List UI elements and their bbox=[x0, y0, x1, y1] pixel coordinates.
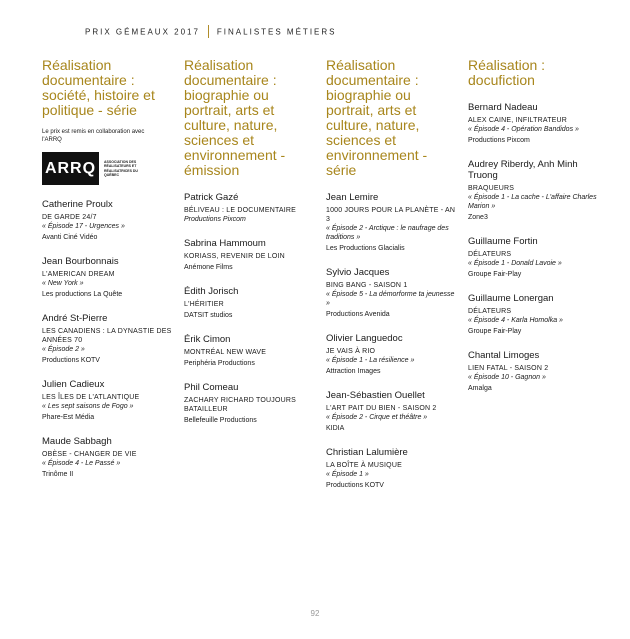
finalist-entry bbox=[468, 293, 598, 336]
header-left: PRIX GÉMEAUX 2017 bbox=[85, 27, 200, 37]
finalist-entry bbox=[42, 256, 172, 299]
finalist-name: Bernard Nadeau bbox=[468, 102, 538, 113]
production-company: Productions KOTV bbox=[326, 482, 384, 489]
show-title: ZACHARY RICHARD TOUJOURS BATAILLEUR bbox=[184, 397, 297, 413]
category-title: Réalisation : docufiction bbox=[468, 57, 546, 88]
episode: « Épisode 5 - La démorforme ta jeunesse » bbox=[326, 291, 455, 307]
finalist-name: Érik Cimon bbox=[184, 334, 231, 345]
episode: « Épisode 4 - Karla Homolka » bbox=[468, 317, 563, 324]
column-1 bbox=[42, 58, 172, 479]
finalist-name: Jean-Sébastien Ouellet bbox=[326, 390, 425, 401]
production-company: Productions Pixcom bbox=[184, 216, 246, 223]
finalist-entry bbox=[326, 267, 456, 319]
show-title: 1000 JOURS POUR LA PLANÈTE - AN 3 bbox=[326, 207, 456, 223]
finalist-entry bbox=[326, 390, 456, 433]
finalist-entry bbox=[468, 102, 598, 145]
finalist-entry bbox=[468, 159, 598, 222]
show-title: LES ÎLES DE L'ATLANTIQUE bbox=[42, 394, 140, 401]
production-company: KIDIA bbox=[326, 425, 345, 432]
finalist-entry bbox=[184, 238, 314, 272]
column-4 bbox=[468, 58, 598, 393]
show-title: LES CANADIENS : LA DYNASTIE DES ANNÉES 70 bbox=[42, 328, 172, 344]
show-title: L'ART PAIT DU BIEN - SAISON 2 bbox=[326, 405, 437, 412]
finalist-name: Guillaume Lonergan bbox=[468, 293, 554, 304]
production-company: Zone3 bbox=[468, 214, 488, 221]
header-right: FINALISTES MÉTIERS bbox=[216, 27, 337, 37]
finalist-entry bbox=[326, 192, 456, 253]
production-company: Periphéria Productions bbox=[184, 360, 255, 367]
logo-text: ASSOCIATION DES RÉALISATEURS ET RÉALISATRICES DU QUÉBEC bbox=[104, 160, 138, 177]
show-title: BING BANG - SAISON 1 bbox=[326, 282, 408, 289]
production-company: Attraction Images bbox=[326, 368, 381, 375]
show-title: L'AMERICAN DREAM bbox=[42, 271, 115, 278]
episode: « Les sept saisons de Fogo » bbox=[42, 403, 134, 410]
finalist-entry bbox=[184, 334, 314, 368]
episode: « Épisode 17 - Urgences » bbox=[42, 223, 125, 230]
finalist-entry bbox=[184, 382, 314, 425]
show-title: JE VAIS À RIO bbox=[326, 348, 376, 355]
episode: « Épisode 4 - Opération Bandidos » bbox=[468, 126, 579, 133]
show-title: LA BOÎTE À MUSIQUE bbox=[326, 462, 402, 469]
finalist-name: Christian Lalumière bbox=[326, 447, 408, 458]
episode: « Épisode 2 - Arctique : le naufrage des traditions » bbox=[326, 225, 449, 241]
finalist-name: Chantal Limoges bbox=[468, 350, 540, 361]
show-title: MONTRÉAL NEW WAVE bbox=[184, 349, 267, 356]
show-title: L'HÉRITIER bbox=[184, 301, 224, 308]
show-title: OBÈSE - CHANGER DE VIE bbox=[42, 451, 137, 458]
finalist-name: Sylvio Jacques bbox=[326, 267, 390, 278]
production-company: Trinôme II bbox=[42, 471, 74, 478]
finalist-name: Sabrina Hammoum bbox=[184, 238, 266, 249]
production-company: Productions Pixcom bbox=[468, 137, 530, 144]
production-company: DATSIT studios bbox=[184, 312, 233, 319]
finalist-entry bbox=[42, 199, 172, 242]
finalist-entry bbox=[184, 192, 314, 224]
episode: « Épisode 10 - Gagnon » bbox=[468, 374, 546, 381]
logo-mark: ARRQ bbox=[42, 152, 99, 185]
collaboration-note: Le prix est remis en collaboration avec l'ARRQ bbox=[42, 129, 145, 143]
production-company: Avanti Ciné Vidéo bbox=[42, 234, 98, 241]
finalist-name: Jean Lemire bbox=[326, 192, 379, 203]
finalist-name: Olivier Languedoc bbox=[326, 333, 403, 344]
finalist-entry bbox=[42, 379, 172, 422]
show-title: LIEN FATAL - SAISON 2 bbox=[468, 365, 549, 372]
episode: « Épisode 1 - La résilience » bbox=[326, 357, 415, 364]
production-company: Phare-Est Média bbox=[42, 414, 95, 421]
page-header bbox=[85, 26, 337, 39]
production-company: Amalga bbox=[468, 385, 492, 392]
header-separator bbox=[208, 25, 209, 38]
production-company: Groupe Fair-Play bbox=[468, 271, 522, 278]
production-company: Bellefeuille Productions bbox=[184, 417, 257, 424]
production-company: Les Productions Glacialis bbox=[326, 245, 405, 252]
episode: « Épisode 2 » bbox=[42, 346, 85, 353]
category-title: Réalisation documentaire : biographie ou portrait, arts et culture, nature, sciences et environnement - série bbox=[326, 57, 428, 178]
category-title: Réalisation documentaire : société, histoire et politique - série bbox=[42, 57, 155, 118]
page-number: 92 bbox=[310, 609, 320, 618]
episode: « Épisode 1 - Donald Lavoie » bbox=[468, 260, 562, 267]
category-title: Réalisation documentaire : biographie ou portrait, arts et culture, nature, sciences et environnement - émission bbox=[184, 57, 286, 178]
finalist-name: Julien Cadieux bbox=[42, 379, 105, 390]
finalist-name: Patrick Gazé bbox=[184, 192, 239, 203]
episode: « Épisode 1 » bbox=[326, 471, 369, 478]
production-company: Productions Avenida bbox=[326, 311, 390, 318]
finalist-name: Maude Sabbagh bbox=[42, 436, 112, 447]
finalist-name: Audrey Riberdy, Anh Minh Truong bbox=[468, 159, 578, 181]
finalist-entry bbox=[326, 333, 456, 376]
production-company: Anémone Films bbox=[184, 264, 233, 271]
episode: « New York » bbox=[42, 280, 84, 287]
finalist-entry bbox=[184, 286, 314, 320]
show-title: DE GARDE 24/7 bbox=[42, 214, 97, 221]
finalist-entry bbox=[42, 436, 172, 479]
finalist-name: Phil Comeau bbox=[184, 382, 239, 393]
show-title: DÉLATEURS bbox=[468, 308, 512, 315]
finalist-entry bbox=[42, 313, 172, 365]
finalist-name: Jean Bourbonnais bbox=[42, 256, 119, 267]
episode: « Épisode 4 - Le Passé » bbox=[42, 460, 121, 467]
finalist-name: André St-Pierre bbox=[42, 313, 108, 324]
episode: « Épisode 2 - Cirque et théâtre » bbox=[326, 414, 428, 421]
show-title: BRAQUEURS bbox=[468, 185, 515, 192]
production-company: Groupe Fair-Play bbox=[468, 328, 522, 335]
finalist-name: Guillaume Fortin bbox=[468, 236, 538, 247]
show-title: ALEX CAINE, INFILTRATEUR bbox=[468, 117, 568, 124]
column-3 bbox=[326, 58, 456, 490]
finalist-name: Édith Jorisch bbox=[184, 286, 239, 297]
show-title: KORIASS, REVENIR DE LOIN bbox=[184, 253, 285, 260]
episode: « Épisode 1 - La cache - L'affaire Charles Marion » bbox=[468, 194, 597, 210]
finalist-entry bbox=[468, 236, 598, 279]
production-company: Productions KOTV bbox=[42, 357, 100, 364]
show-title: BÉLIVEAU : LE DOCUMENTAIRE bbox=[184, 207, 297, 214]
show-title: DÉLATEURS bbox=[468, 251, 512, 258]
finalist-entry bbox=[326, 447, 456, 490]
production-company: Les productions La Quête bbox=[42, 291, 123, 298]
finalist-name: Catherine Proulx bbox=[42, 199, 113, 210]
column-2 bbox=[184, 58, 314, 425]
finalist-entry bbox=[468, 350, 598, 393]
arrq-logo bbox=[42, 152, 172, 185]
